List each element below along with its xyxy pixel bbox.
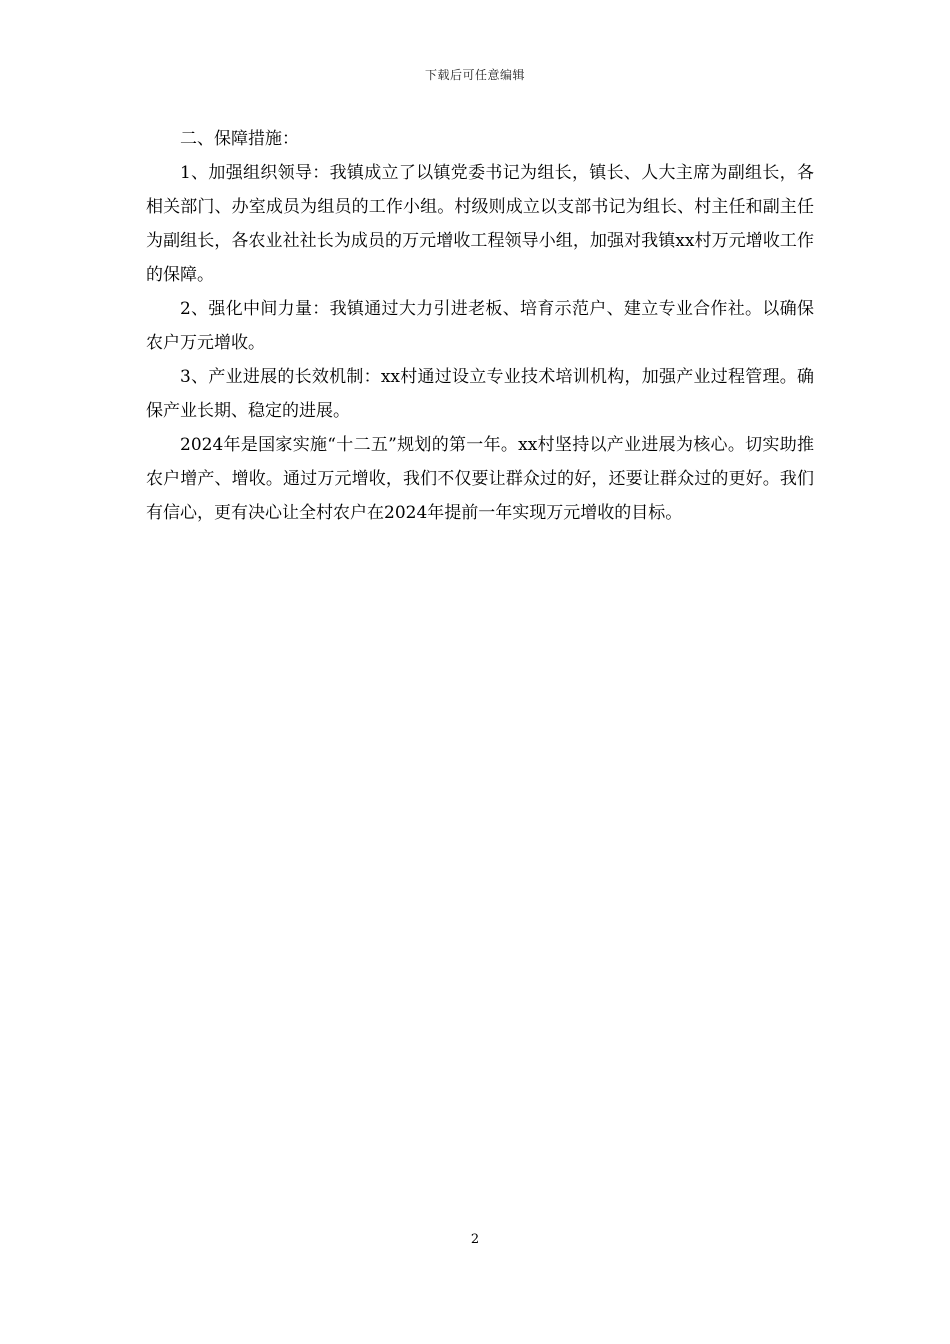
paragraph-intermediate-forces: 2、强化中间力量：我镇通过大力引进老板、培育示范户、建立专业合作社。以确保农户万元增收。 xyxy=(146,299,814,353)
page-number: 2 xyxy=(470,1232,480,1247)
paragraph-industry-mechanism: 3、产业进展的长效机制：xx村通过设立专业技术培训机构，加强产业过程管理。确保产业长期、稳定的进展。 xyxy=(146,367,814,421)
document-body xyxy=(146,122,814,530)
header-note: 下载后可任意编辑 xyxy=(424,68,525,82)
section-heading: 二、保障措施： xyxy=(180,129,299,149)
paragraph-organization-leadership: 1、加强组织领导：我镇成立了以镇党委书记为组长，镇长、人大主席为副组长，各相关部门、办室成员为组员的工作小组。村级则成立以支部书记为组长、村主任和副主任为副组长，各农业社社长为成员的万元增收工程领导小组，加强对我镇xx村万元增收工作的保障。 xyxy=(146,163,814,285)
paragraph-conclusion: 2024年是国家实施“十二五”规划的第一年。xx村坚持以产业进展为核心。切实助推农户增产、增收。通过万元增收，我们不仅要让群众过的好，还要让群众过的更好。我们有信心，更有决心让全村农户在2024年提前一年实现万元增收的目标。 xyxy=(146,435,814,523)
